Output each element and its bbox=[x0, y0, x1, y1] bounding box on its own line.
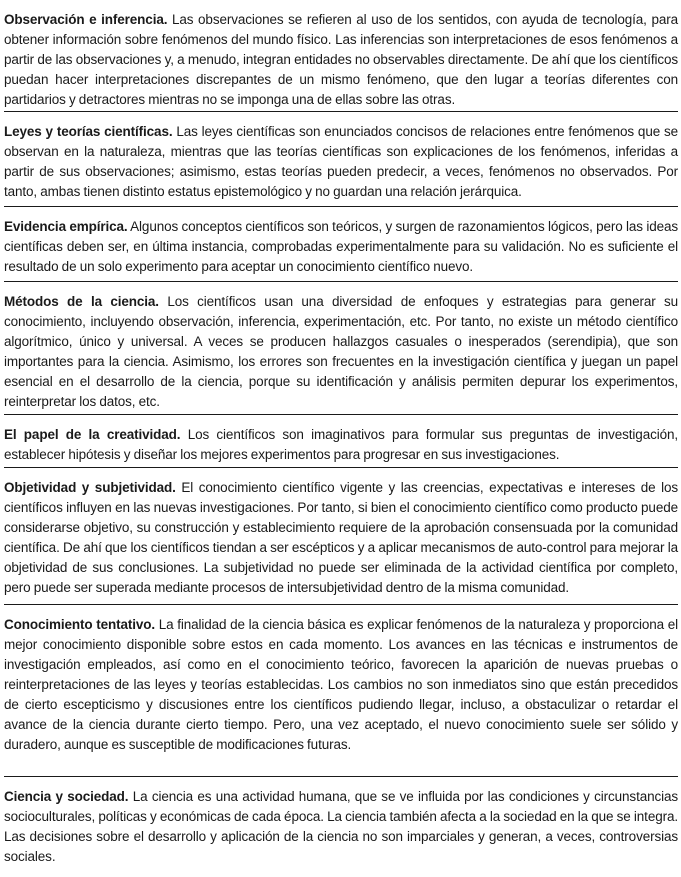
section-paragraph bbox=[4, 292, 678, 412]
section-body: La finalidad de la ciencia básica es explicar fenómenos de la naturaleza y proporciona el mejor conocimiento disponible sobre estos en cada momento. Los avances en las técnicas e instrumentos de investigación empleados, así como en el conocimiento teórico, favorecen la aparición de nuevas pruebas o reinterpretaciones de las leyes y teorías establecidas. Los cambios no son inmediatos sino que están precedidos de cierto escepticismo y discusiones entre los científicos pudiendo llegar, incluso, a obstaculizar o retardar el avance de la ciencia durante cierto tiempo. Pero, una vez aceptado, el nuevo conocimiento suele ser sólido y duradero, aunque es susceptible de modificaciones futuras. bbox=[4, 617, 678, 752]
section-objetividad-subjetividad bbox=[4, 468, 678, 604]
section-title: Evidencia empírica. bbox=[4, 219, 128, 234]
section-body: Algunos conceptos científicos son teóricos, y surgen de razonamientos lógicos, pero las ideas científicas deben ser, en última instancia, comprobadas experimentalmente para su validación. No es suficiente el resultado de un solo experimento para aceptar un conocimiento científico nuevo. bbox=[4, 219, 678, 274]
section-title: Leyes y teorías científicas. bbox=[4, 124, 173, 139]
section-title: Métodos de la ciencia. bbox=[4, 294, 159, 309]
section-body: La ciencia es una actividad humana, que se ve influida por las condiciones y circunstancias socioculturales, políticas y económicas de cada época. La ciencia también afecta a la sociedad en la que se integra. Las decisiones sobre el desarrollo y aplicación de la ciencia no son imparciales y generan, a veces, controversias sociales. bbox=[4, 789, 678, 864]
section-paragraph bbox=[4, 10, 678, 110]
section-body: Los científicos usan una diversidad de enfoques y estrategias para generar su conocimiento, incluyendo observación, inferencia, experimentación, etc. Por tanto, no existe un método científico algorítmico, único y universal. A veces se producen hallazgos casuales o inesperados (serendipia), que son importantes para la ciencia. Asimismo, los errores son frecuentes en la investigación científica y juegan un papel esencial en el desarrollo de la ciencia, porque su identificación y análisis permiten depurar los experimentos, reinterpretar los datos, etc. bbox=[4, 294, 679, 409]
section-metodos-ciencia bbox=[4, 282, 678, 414]
section-body: Las observaciones se refieren al uso de los sentidos, con ayuda de tecnología, para obtener información sobre fenómenos del mundo físico. Las inferencias son interpretaciones de esos fenómenos a partir de las observaciones y, a menudo, integran entidades no observables directamente. De ahí que los científicos puedan hacer interpretaciones discrepantes de un mismo fenómeno, que den lugar a teorías diferentes con partidarios y detractores mientras no se imponga una de ellas sobre las otras. bbox=[4, 12, 678, 107]
section-observacion-inferencia bbox=[4, 0, 678, 111]
section-ciencia-sociedad bbox=[4, 777, 678, 877]
section-body: Los científicos son imaginativos para formular sus preguntas de investigación, establecer hipótesis y diseñar los mejores experimentos para progresar en sus investigaciones. bbox=[4, 427, 678, 462]
section-body: El conocimiento científico vigente y las creencias, expectativas e intereses de los científicos influyen en las nuevas investigaciones. Por tanto, si bien el conocimiento científico como producto puede considerarse objetivo, su construcción y establecimiento requiere de la aprobación consensuada por la comunidad científica. De ahí que los científicos tiendan a ser escépticos y a aplicar mecanismos de auto-control para mejorar la objetividad de sus conclusiones. La subjetividad no puede ser eliminada de la actividad científica por completo, pero puede ser superada mediante procesos de intersubjetividad dentro de la misma comunidad. bbox=[4, 480, 679, 595]
section-paragraph bbox=[4, 787, 678, 867]
section-paragraph bbox=[4, 217, 678, 277]
section-paragraph bbox=[4, 615, 678, 755]
section-title: Observación e inferencia. bbox=[4, 12, 168, 27]
section-papel-creatividad bbox=[4, 415, 678, 467]
section-conocimiento-tentativo bbox=[4, 605, 678, 776]
section-evidencia-empirica bbox=[4, 207, 678, 281]
section-leyes-teorias bbox=[4, 112, 678, 206]
section-paragraph bbox=[4, 425, 678, 465]
section-title: Objetividad y subjetividad. bbox=[4, 480, 176, 495]
section-title: El papel de la creatividad. bbox=[4, 427, 181, 442]
section-title: Ciencia y sociedad. bbox=[4, 789, 129, 804]
section-paragraph bbox=[4, 122, 678, 202]
section-paragraph bbox=[4, 478, 678, 598]
section-body: Las leyes científicas son enunciados concisos de relaciones entre fenómenos que se observan en la naturaleza, mientras que las teorías científicas son explicaciones de los fenómenos, inferidas a partir de sus observaciones; asimismo, estas teorías pueden predecir, a veces, fenómenos no observados. Por tanto, ambas tienen distinto estatus epistemológico y no guardan una relación jerárquica. bbox=[4, 124, 678, 199]
section-title: Conocimiento tentativo. bbox=[4, 617, 156, 632]
